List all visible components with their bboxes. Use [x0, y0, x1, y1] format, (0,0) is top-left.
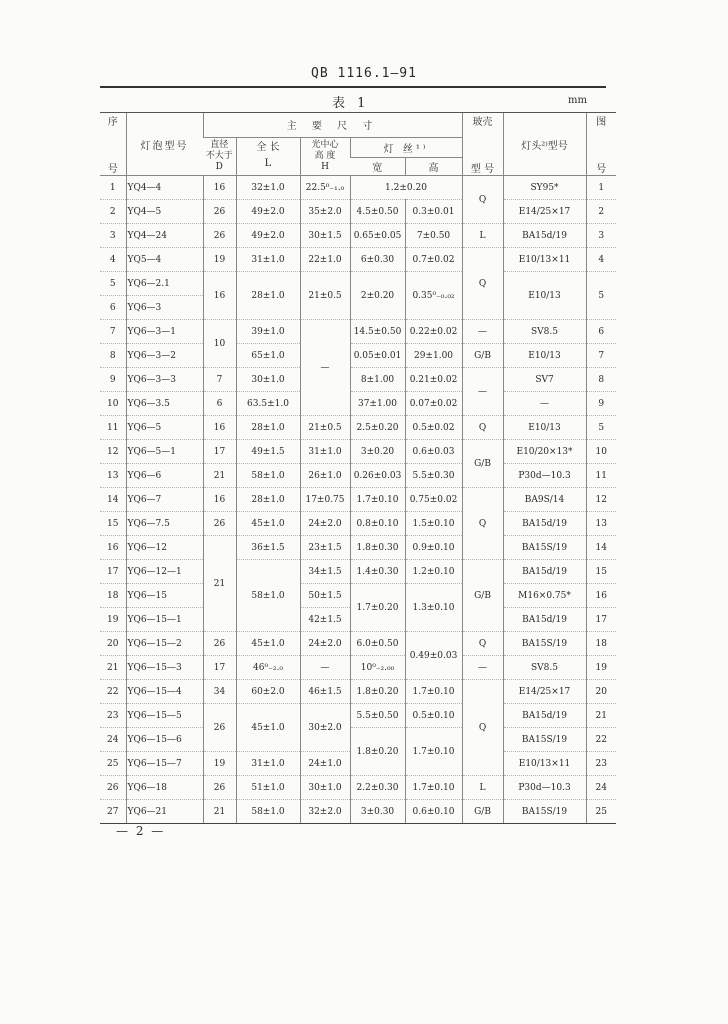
- header-figure-top: 图: [596, 117, 607, 128]
- cell-seq: 24: [100, 728, 126, 752]
- cell-l: 31±1.0: [236, 752, 300, 776]
- table-row: [100, 704, 616, 728]
- cell-w: 2.5±0.20: [350, 416, 405, 440]
- cell-base: BA15S/19: [503, 800, 586, 824]
- cell-fh: 1.7±0.10: [405, 776, 462, 800]
- cell-bulb: L: [462, 224, 503, 248]
- cell-base: E10/13×11: [503, 752, 586, 776]
- cell-l: 32±1.0: [236, 176, 300, 200]
- cell-fig: 9: [586, 392, 616, 416]
- cell-fh: 0.22±0.02: [405, 320, 462, 344]
- cell-fh: 1.2±0.10: [405, 560, 462, 584]
- cell-fh: 0.7±0.02: [405, 248, 462, 272]
- cell-fig: 25: [586, 800, 616, 824]
- table-row: [100, 320, 616, 344]
- cell-d: 26: [203, 512, 236, 536]
- cell-model: YQ6—3—3: [126, 368, 203, 392]
- cell-base: E10/13×11: [503, 248, 586, 272]
- header-length-l1: 全 长: [256, 142, 280, 154]
- cell-fh: 1.3±0.10: [405, 584, 462, 632]
- cell-seq: 19: [100, 608, 126, 632]
- cell-bulb: —: [462, 320, 503, 344]
- cell-base: P30d—10.3: [503, 776, 586, 800]
- cell-seq: 16: [100, 536, 126, 560]
- header-diameter-l3: D: [215, 161, 223, 172]
- header-diameter-l2: 不大于: [205, 150, 233, 161]
- cell-d: 16: [203, 416, 236, 440]
- cell-seq: 1: [100, 176, 126, 200]
- cell-l: 58±1.0: [236, 800, 300, 824]
- cell-d: 16: [203, 272, 236, 320]
- header-light-center-l1: 光中心: [311, 139, 339, 150]
- cell-fig: 7: [586, 344, 616, 368]
- cell-d: 7: [203, 368, 236, 392]
- cell-base: P30d—10.3: [503, 464, 586, 488]
- cell-h: 46±1.5: [300, 680, 350, 704]
- header-light-center-l2: 高 度: [314, 150, 336, 161]
- cell-fh: 0.07±0.02: [405, 392, 462, 416]
- cell-d: 26: [203, 200, 236, 224]
- cell-w: 1.8±0.30: [350, 536, 405, 560]
- cell-model: YQ6—3.5: [126, 392, 203, 416]
- cell-seq: 25: [100, 752, 126, 776]
- cell-h: 30±1.5: [300, 224, 350, 248]
- cell-bulb: G/B: [462, 344, 503, 368]
- cell-base: BA9S/14: [503, 488, 586, 512]
- cell-fh: 1.7±0.10: [405, 680, 462, 704]
- cell-d: 17: [203, 440, 236, 464]
- cell-fh: 1.7±0.10: [405, 728, 462, 776]
- spec-table: [100, 113, 616, 824]
- cell-d: 21: [203, 800, 236, 824]
- cell-fig: 3: [586, 224, 616, 248]
- header-bulb-bottom: 型 号: [470, 164, 495, 175]
- cell-base: BA15d/19: [503, 704, 586, 728]
- cell-fh: 0.5±0.10: [405, 704, 462, 728]
- cell-model: YQ4—4: [126, 176, 203, 200]
- table-row: [100, 728, 616, 752]
- cell-h: 17±0.75: [300, 488, 350, 512]
- cell-h: 26±1.0: [300, 464, 350, 488]
- cell-seq: 20: [100, 632, 126, 656]
- cell-w: 37±1.00: [350, 392, 405, 416]
- cell-model: YQ6—7: [126, 488, 203, 512]
- cell-h: 30±1.0: [300, 776, 350, 800]
- cell-d: 21: [203, 536, 236, 632]
- cell-w: 2.2±0.30: [350, 776, 405, 800]
- cell-d: 26: [203, 704, 236, 752]
- cell-model: YQ6—3—2: [126, 344, 203, 368]
- unit-label: mm: [568, 95, 587, 106]
- cell-base: —: [503, 392, 586, 416]
- cell-l: 46⁰₋₂.₀: [236, 656, 300, 680]
- cell-h: —: [300, 320, 350, 416]
- cell-model: YQ6—18: [126, 776, 203, 800]
- table-row: [100, 536, 616, 560]
- cell-seq: 9: [100, 368, 126, 392]
- header-length: [236, 137, 300, 176]
- table-row: [100, 344, 616, 368]
- table-row: [100, 272, 616, 296]
- cell-d: 6: [203, 392, 236, 416]
- cell-model: YQ6—12—1: [126, 560, 203, 584]
- cell-h: 35±2.0: [300, 200, 350, 224]
- cell-w: 0.8±0.10: [350, 512, 405, 536]
- cell-fig: 19: [586, 656, 616, 680]
- header-seq-top: 序: [107, 117, 118, 128]
- cell-bulb: Q: [462, 248, 503, 320]
- cell-fig: 13: [586, 512, 616, 536]
- cell-w: 0.65±0.05: [350, 224, 405, 248]
- cell-bulb: —: [462, 368, 503, 416]
- cell-seq: 6: [100, 296, 126, 320]
- cell-w: 0.26±0.03: [350, 464, 405, 488]
- cell-base: BA15d/19: [503, 608, 586, 632]
- cell-model: YQ6—15: [126, 584, 203, 608]
- cell-l: 31±1.0: [236, 248, 300, 272]
- cell-fig: 17: [586, 608, 616, 632]
- cell-model: YQ6—15—3: [126, 656, 203, 680]
- cell-model: YQ6—15—1: [126, 608, 203, 632]
- cell-fh: 0.21±0.02: [405, 368, 462, 392]
- table-row: [100, 248, 616, 272]
- cell-fig: 10: [586, 440, 616, 464]
- cell-model: YQ6—15—7: [126, 752, 203, 776]
- cell-seq: 11: [100, 416, 126, 440]
- cell-l: 49±2.0: [236, 200, 300, 224]
- table-row: [100, 464, 616, 488]
- cell-seq: 14: [100, 488, 126, 512]
- cell-fh: 0.49±0.03: [405, 632, 462, 680]
- cell-fig: 11: [586, 464, 616, 488]
- cell-model: YQ6—15—5: [126, 704, 203, 728]
- cell-fig: 20: [586, 680, 616, 704]
- cell-h: 21±0.5: [300, 416, 350, 440]
- header-filament: 灯 丝¹⁾: [350, 137, 462, 158]
- cell-seq: 26: [100, 776, 126, 800]
- table-title: 表 1: [332, 96, 370, 111]
- cell-h: 22.5⁰₋₁.₀: [300, 176, 350, 200]
- cell-h: 31±1.0: [300, 440, 350, 464]
- cell-h: 22±1.0: [300, 248, 350, 272]
- cell-bulb: G/B: [462, 440, 503, 488]
- cell-seq: 27: [100, 800, 126, 824]
- cell-l: 36±1.5: [236, 536, 300, 560]
- header-model: 灯泡型号: [126, 113, 203, 176]
- cell-h: 24±1.0: [300, 752, 350, 776]
- table-row: [100, 680, 616, 704]
- cell-w: 1.8±0.20: [350, 728, 405, 776]
- cell-bulb: Q: [462, 176, 503, 224]
- cell-d: 26: [203, 224, 236, 248]
- cell-fh: 0.3±0.01: [405, 200, 462, 224]
- header-light-center: [300, 137, 350, 176]
- table-row: [100, 512, 616, 536]
- cell-fh: 0.9±0.10: [405, 536, 462, 560]
- cell-d: 17: [203, 656, 236, 680]
- cell-bulb: Q: [462, 416, 503, 440]
- cell-base: SV8.5: [503, 656, 586, 680]
- cell-w: 5.5±0.50: [350, 704, 405, 728]
- cell-w: 3±0.30: [350, 800, 405, 824]
- cell-base: E14/25×17: [503, 200, 586, 224]
- header-filament-width: 宽: [350, 158, 405, 176]
- cell-base: BA15S/19: [503, 536, 586, 560]
- cell-fh: 0.35⁰₋₀.₀₂: [405, 272, 462, 320]
- cell-bulb: L: [462, 776, 503, 800]
- cell-model: YQ4—5: [126, 200, 203, 224]
- cell-seq: 15: [100, 512, 126, 536]
- cell-w: 2±0.20: [350, 272, 405, 320]
- cell-h: 32±2.0: [300, 800, 350, 824]
- table-row: [100, 560, 616, 584]
- cell-base: BA15d/19: [503, 224, 586, 248]
- table-row: [100, 632, 616, 656]
- cell-base: BA15d/19: [503, 560, 586, 584]
- header-seq-bottom: 号: [107, 164, 118, 175]
- cell-d: 26: [203, 776, 236, 800]
- cell-h: 34±1.5: [300, 560, 350, 584]
- cell-w: 1.7±0.20: [350, 584, 405, 632]
- table-row: [100, 488, 616, 512]
- header-main-dims: 主 要 尺 寸: [203, 113, 462, 137]
- cell-l: 51±1.0: [236, 776, 300, 800]
- cell-d: 16: [203, 488, 236, 512]
- standard-number: QB 1116.1—91: [311, 66, 417, 81]
- cell-seq: 5: [100, 272, 126, 296]
- cell-fig: 6: [586, 320, 616, 344]
- cell-fig: 21: [586, 704, 616, 728]
- cell-model: YQ6—2.1: [126, 272, 203, 296]
- cell-bulb: G/B: [462, 560, 503, 632]
- cell-fig: 2: [586, 200, 616, 224]
- cell-seq: 13: [100, 464, 126, 488]
- cell-w: 6±0.30: [350, 248, 405, 272]
- cell-seq: 7: [100, 320, 126, 344]
- cell-fig: 12: [586, 488, 616, 512]
- cell-d: 34: [203, 680, 236, 704]
- cell-fh: 0.75±0.02: [405, 488, 462, 512]
- cell-model: YQ6—12: [126, 536, 203, 560]
- table-row: [100, 224, 616, 248]
- cell-l: 28±1.0: [236, 272, 300, 320]
- cell-w: 1.2±0.20: [350, 176, 462, 200]
- cell-seq: 10: [100, 392, 126, 416]
- cell-h: —: [300, 656, 350, 680]
- cell-seq: 21: [100, 656, 126, 680]
- cell-l: 49±1.5: [236, 440, 300, 464]
- cell-l: 49±2.0: [236, 224, 300, 248]
- cell-base: E10/13: [503, 416, 586, 440]
- cell-base: E10/13: [503, 272, 586, 320]
- cell-l: 58±1.0: [236, 560, 300, 632]
- table-row: [100, 440, 616, 464]
- cell-w: 3±0.20: [350, 440, 405, 464]
- cell-fig: 24: [586, 776, 616, 800]
- cell-l: 28±1.0: [236, 416, 300, 440]
- cell-l: 30±1.0: [236, 368, 300, 392]
- cell-model: YQ6—5—1: [126, 440, 203, 464]
- cell-fig: 15: [586, 560, 616, 584]
- cell-fig: 23: [586, 752, 616, 776]
- cell-seq: 17: [100, 560, 126, 584]
- cell-base: E10/20×13*: [503, 440, 586, 464]
- cell-fh: 7±0.50: [405, 224, 462, 248]
- cell-model: YQ6—3—1: [126, 320, 203, 344]
- header-length-l2: L: [264, 158, 272, 170]
- header-figure: [586, 113, 616, 176]
- cell-base: BA15d/19: [503, 512, 586, 536]
- table-row: [100, 392, 616, 416]
- cell-model: YQ6—15—4: [126, 680, 203, 704]
- cell-fig: 5: [586, 416, 616, 440]
- cell-model: YQ6—15—6: [126, 728, 203, 752]
- cell-d: 16: [203, 176, 236, 200]
- cell-base: M16×0.75*: [503, 584, 586, 608]
- header-bulb-top: 玻壳: [472, 117, 493, 128]
- header-seq: [100, 113, 126, 176]
- cell-fig: 8: [586, 368, 616, 392]
- cell-h: 24±2.0: [300, 512, 350, 536]
- cell-fig: 22: [586, 728, 616, 752]
- header-diameter: [203, 137, 236, 176]
- cell-bulb: G/B: [462, 800, 503, 824]
- cell-l: 28±1.0: [236, 488, 300, 512]
- cell-base: E14/25×17: [503, 680, 586, 704]
- cell-model: YQ6—15—2: [126, 632, 203, 656]
- header-filament-height: 高: [405, 158, 462, 176]
- cell-seq: 12: [100, 440, 126, 464]
- cell-d: 21: [203, 464, 236, 488]
- cell-base: BA15S/19: [503, 632, 586, 656]
- cell-base: SV8.5: [503, 320, 586, 344]
- cell-l: 45±1.0: [236, 512, 300, 536]
- cell-fh: 5.5±0.30: [405, 464, 462, 488]
- cell-d: 26: [203, 632, 236, 656]
- cell-seq: 18: [100, 584, 126, 608]
- cell-fh: 1.5±0.10: [405, 512, 462, 536]
- cell-base: SY95*: [503, 176, 586, 200]
- cell-h: 42±1.5: [300, 608, 350, 632]
- table-body: [100, 176, 616, 824]
- cell-model: YQ4—24: [126, 224, 203, 248]
- cell-l: 45±1.0: [236, 632, 300, 656]
- cell-fig: 4: [586, 248, 616, 272]
- header-diameter-l1: 直径: [210, 139, 229, 150]
- cell-l: 58±1.0: [236, 464, 300, 488]
- cell-bulb: Q: [462, 680, 503, 776]
- cell-h: 30±2.0: [300, 704, 350, 752]
- cell-w: 10⁰₋₂.₀₀: [350, 656, 405, 680]
- cell-fig: 1: [586, 176, 616, 200]
- cell-w: 0.05±0.01: [350, 344, 405, 368]
- cell-h: 50±1.5: [300, 584, 350, 608]
- cell-model: YQ6—5: [126, 416, 203, 440]
- header-figure-bottom: 号: [596, 164, 607, 175]
- cell-fig: 18: [586, 632, 616, 656]
- cell-base: SV7: [503, 368, 586, 392]
- header-bulb: [462, 113, 503, 176]
- cell-fh: 29±1.00: [405, 344, 462, 368]
- cell-d: 10: [203, 320, 236, 368]
- cell-l: 45±1.0: [236, 704, 300, 752]
- table-row: [100, 176, 616, 200]
- cell-seq: 3: [100, 224, 126, 248]
- cell-w: 14.5±0.50: [350, 320, 405, 344]
- cell-w: 8±1.00: [350, 368, 405, 392]
- cell-seq: 23: [100, 704, 126, 728]
- header-rule: [100, 86, 606, 88]
- cell-l: 60±2.0: [236, 680, 300, 704]
- cell-base: E10/13: [503, 344, 586, 368]
- cell-seq: 22: [100, 680, 126, 704]
- cell-w: 1.8±0.20: [350, 680, 405, 704]
- cell-bulb: Q: [462, 632, 503, 656]
- header-light-center-l3: H: [321, 161, 329, 172]
- cell-bulb: Q: [462, 488, 503, 560]
- cell-seq: 2: [100, 200, 126, 224]
- cell-l: 65±1.0: [236, 344, 300, 368]
- table-row: [100, 776, 616, 800]
- cell-d: 19: [203, 752, 236, 776]
- cell-model: YQ6—3: [126, 296, 203, 320]
- cell-seq: 4: [100, 248, 126, 272]
- cell-fig: 14: [586, 536, 616, 560]
- cell-base: BA15S/19: [503, 728, 586, 752]
- cell-model: YQ6—21: [126, 800, 203, 824]
- cell-seq: 8: [100, 344, 126, 368]
- cell-fh: 0.6±0.03: [405, 440, 462, 464]
- cell-model: YQ5—4: [126, 248, 203, 272]
- table-row: [100, 200, 616, 224]
- cell-fh: 0.5±0.02: [405, 416, 462, 440]
- cell-h: 23±1.5: [300, 536, 350, 560]
- cell-w: 6.0±0.50: [350, 632, 405, 656]
- table-row: [100, 800, 616, 824]
- header-base: 灯头²⁾型号: [503, 113, 586, 176]
- cell-w: 1.4±0.30: [350, 560, 405, 584]
- cell-w: 4.5±0.50: [350, 200, 405, 224]
- table-row: [100, 416, 616, 440]
- cell-bulb: —: [462, 656, 503, 680]
- cell-fh: 0.6±0.10: [405, 800, 462, 824]
- table-header: [100, 113, 616, 176]
- cell-model: YQ6—6: [126, 464, 203, 488]
- table-row: [100, 368, 616, 392]
- cell-h: 24±2.0: [300, 632, 350, 656]
- cell-l: 63.5±1.0: [236, 392, 300, 416]
- cell-d: 19: [203, 248, 236, 272]
- cell-model: YQ6—7.5: [126, 512, 203, 536]
- cell-fig: 5: [586, 272, 616, 320]
- page-number: — 2 —: [116, 824, 166, 838]
- cell-w: 1.7±0.10: [350, 488, 405, 512]
- table-row: [100, 656, 616, 680]
- table-row: [100, 584, 616, 608]
- cell-h: 21±0.5: [300, 272, 350, 320]
- cell-fig: 16: [586, 584, 616, 608]
- cell-l: 39±1.0: [236, 320, 300, 344]
